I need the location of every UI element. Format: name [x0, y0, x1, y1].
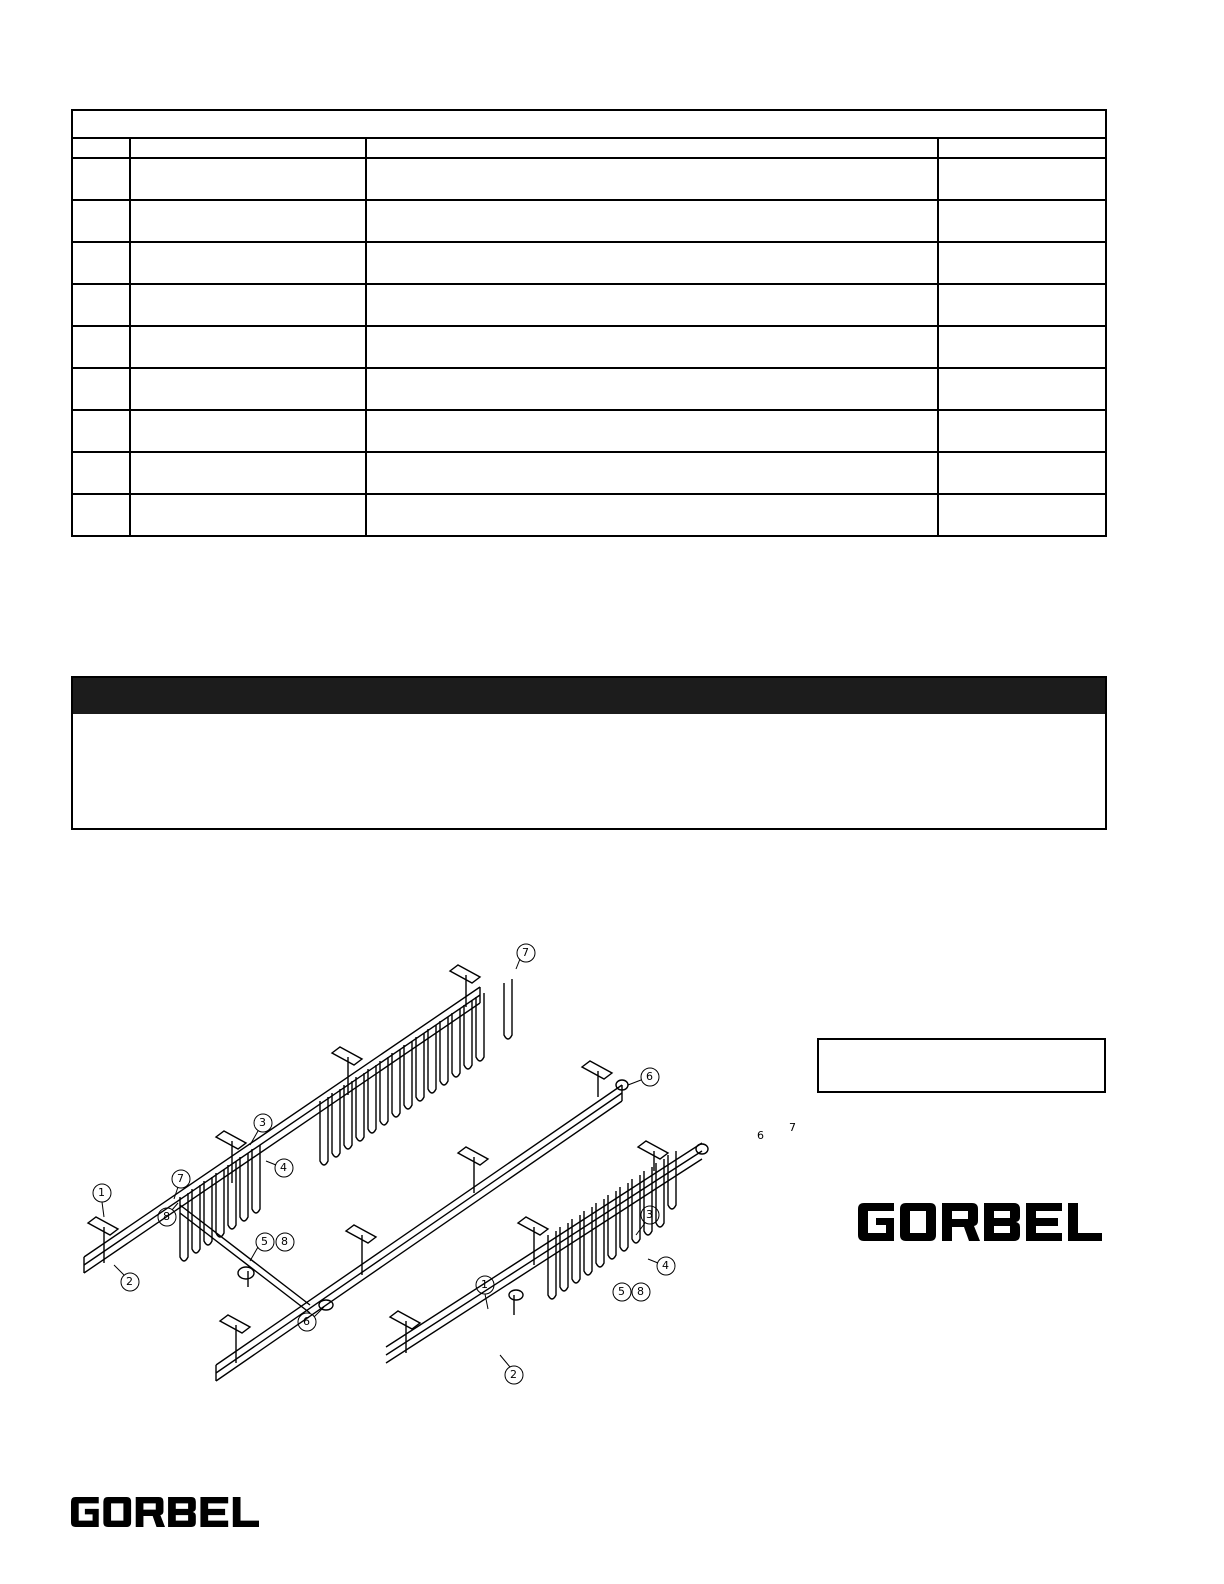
table-cell: [938, 410, 1106, 452]
legend-box: [817, 1038, 1106, 1093]
table-cell: [938, 494, 1106, 536]
gorbel-footer-logo: [71, 1497, 259, 1527]
table-cell: [130, 242, 366, 284]
table-cell: [366, 494, 938, 536]
callout-8: 8: [281, 1235, 288, 1248]
table-cell: [366, 410, 938, 452]
callout-2-right: 2: [510, 1368, 517, 1381]
table-cell: [938, 284, 1106, 326]
callout-8-right: 8: [637, 1285, 644, 1298]
callout-3-right: 3: [646, 1208, 653, 1221]
column-header: [72, 138, 130, 158]
column-header: [130, 138, 366, 158]
callout-5-right: 5: [618, 1285, 625, 1298]
callout-1-right: 1: [481, 1278, 488, 1291]
callout-4: 4: [280, 1161, 287, 1174]
table-cell: [366, 452, 938, 494]
table-cell: [130, 452, 366, 494]
table-cell: [130, 410, 366, 452]
table-cell: [938, 326, 1106, 368]
callout-7-right: 7: [789, 1121, 796, 1134]
callout-2: 2: [126, 1275, 133, 1288]
parts-table-title-row: [72, 110, 1106, 138]
parts-table-header-row: [72, 138, 1106, 158]
left-callouts: [93, 944, 659, 1331]
table-cell: [72, 326, 130, 368]
gorbel-footer-logo-letters: [71, 1497, 259, 1527]
info-box-header-bar: [73, 678, 1105, 714]
table-cell: [72, 158, 130, 200]
table-cell: [366, 158, 938, 200]
table-cell: [72, 452, 130, 494]
table-cell: [72, 284, 130, 326]
callout-7: 7: [177, 1172, 184, 1185]
column-header: [938, 138, 1106, 158]
table-cell: [938, 452, 1106, 494]
table-cell: [72, 410, 130, 452]
table-cell: [366, 242, 938, 284]
callout-4-right: 4: [662, 1259, 669, 1272]
table-cell: [938, 242, 1106, 284]
table-row: [72, 326, 1106, 368]
callout-1: 1: [98, 1186, 105, 1199]
callout-6-upper: 6: [646, 1070, 653, 1083]
callout-6: 6: [303, 1315, 310, 1328]
table-cell: [130, 158, 366, 200]
parts-table: [71, 109, 1107, 537]
assembly-drawing: [70, 935, 710, 1385]
table-row: [72, 494, 1106, 536]
table-cell: [938, 368, 1106, 410]
table-cell: [366, 368, 938, 410]
festoon-curtain: [180, 979, 512, 1261]
column-header: [366, 138, 938, 158]
table-row: [72, 452, 1106, 494]
right-callouts: [476, 1119, 710, 1384]
table-row: [72, 284, 1106, 326]
table-cell: [72, 494, 130, 536]
left-upper-rail: [84, 965, 512, 1313]
callout-5: 5: [261, 1235, 268, 1248]
table-row: [72, 158, 1106, 200]
callout-6-right: 6: [757, 1129, 764, 1142]
table-cell: [130, 284, 366, 326]
table-cell: [130, 200, 366, 242]
table-cell: [72, 368, 130, 410]
left-lower-rail: [216, 1061, 628, 1381]
parts-table-title: [72, 110, 1106, 138]
callout-7-upper: 7: [522, 946, 529, 959]
table-row: [72, 200, 1106, 242]
table-cell: [366, 200, 938, 242]
gorbel-logo-letters: [858, 1203, 1102, 1241]
table-cell: [72, 242, 130, 284]
callout-3: 3: [259, 1116, 266, 1129]
table-cell: [130, 368, 366, 410]
callout-8-lower: 8: [163, 1210, 170, 1223]
table-cell: [366, 326, 938, 368]
table-cell: [130, 494, 366, 536]
table-cell: [130, 326, 366, 368]
right-assembly: [386, 1141, 708, 1363]
table-cell: [72, 200, 130, 242]
table-cell: [938, 158, 1106, 200]
gorbel-logo: [858, 1203, 1102, 1241]
table-row: [72, 410, 1106, 452]
table-cell: [366, 284, 938, 326]
info-box: [71, 676, 1107, 830]
table-row: [72, 242, 1106, 284]
table-cell: [938, 200, 1106, 242]
table-row: [72, 368, 1106, 410]
